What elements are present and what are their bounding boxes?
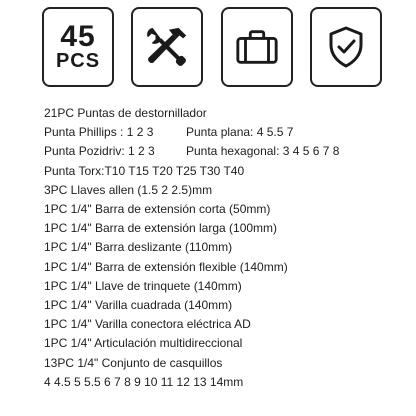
pcs-badge: [42, 7, 114, 87]
spec-hex: Punta hexagonal: 3 4 5 6 7 8: [186, 144, 340, 159]
spec-line: 1PC 1/4" Barra deslizante (110mm): [44, 240, 233, 255]
feature-icons-row: [42, 7, 382, 89]
shield-check-icon: [326, 25, 366, 69]
toolbox-icon-box: [221, 7, 293, 87]
tools-icon: [144, 24, 190, 70]
spec-line: 21PC Puntas de destornillador: [44, 106, 207, 120]
spec-line: 1PC 1/4" Varilla cuadrada (140mm): [44, 298, 233, 313]
spec-line: 1PC 1/4" Barra de extensión corta (50mm): [44, 202, 271, 217]
spec-line: Punta Torx:T10 T15 T20 T25 T30 T40: [44, 163, 245, 178]
tools-icon-box: [131, 7, 203, 87]
pcs-unit: PCS: [55, 50, 101, 72]
shield-check-icon-box: [310, 7, 382, 87]
spec-line: 1PC 1/4" Barra de extensión flexible (140mm): [44, 259, 288, 274]
spec-line: 4 4.5 5 5.5 6 7 8 9 10 11 12 13 14mm: [44, 374, 244, 389]
spec-phillips: Punta Phillips : 1 2 3: [44, 125, 154, 140]
spec-line: [44, 142, 410, 161]
spec-pozidriv: Punta Pozidriv: 1 2 3: [44, 144, 155, 159]
spec-line: 1PC 1/4" Varilla conectora eléctrica AD: [44, 317, 251, 332]
toolbox-icon: [234, 27, 280, 67]
spec-line: 1PC 1/4" Llave de trinquete (140mm): [44, 278, 242, 293]
spec-line: 3PC Llaves allen (1.5 2 2.5)mm: [44, 182, 213, 197]
spec-list: [44, 104, 410, 392]
spec-line: 1PC 1/4" Barra de extensión larga (100mm): [44, 221, 278, 236]
spec-flat: Punta plana: 4 5.5 7: [186, 125, 294, 140]
pcs-count: 45: [60, 20, 96, 53]
spec-line: [44, 123, 410, 142]
spec-line: 13PC 1/4" Conjunto de casquillos: [44, 355, 223, 370]
spec-line: 1PC 1/4" Articulación multidireccional: [44, 336, 243, 351]
